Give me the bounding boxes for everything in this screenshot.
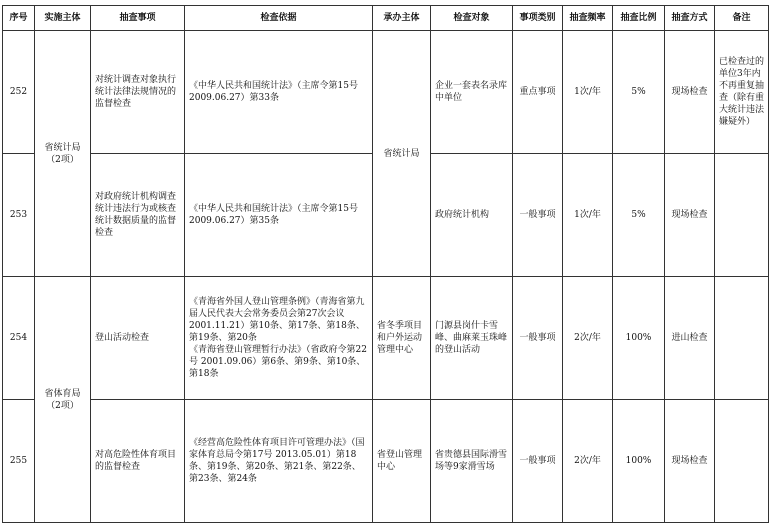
header-remark: 备注 xyxy=(715,6,769,31)
item-cell: 登山活动检查 xyxy=(91,277,185,400)
row-no: 253 xyxy=(3,154,35,277)
header-basis: 检查依据 xyxy=(185,6,373,31)
basis-cell: 《青海省外国人登山管理条例》（青海省第九届人民代表大会常务委员会第27次会议2001.11.21）第10条、第17条、第18条、第19条、第20条 《青海省登山管理暂行办法》（省政府令第22号 2001.09.06）第6条、第9条、第10条、第18条 xyxy=(185,277,373,400)
method-cell: 现场检查 xyxy=(665,154,715,277)
method-cell: 现场检查 xyxy=(665,400,715,523)
remark-cell xyxy=(715,154,769,277)
target-cell: 门源县岗什卡雪峰、曲麻莱玉珠峰的登山活动 xyxy=(431,277,513,400)
category-cell: 一般事项 xyxy=(513,400,563,523)
frequency-cell: 1次/年 xyxy=(563,154,613,277)
undertaker-cell: 省冬季项目和户外运动管理中心 xyxy=(373,277,431,400)
header-method: 抽查方式 xyxy=(665,6,715,31)
table-row xyxy=(3,31,769,154)
target-cell: 企业一套表名录库中单位 xyxy=(431,31,513,154)
target-cell: 省贵德县国际滑雪场等9家滑雪场 xyxy=(431,400,513,523)
item-cell: 对政府统计机构调查统计违法行为或核查统计数据质量的监督检查 xyxy=(91,154,185,277)
table-row xyxy=(3,400,769,523)
target-cell: 政府统计机构 xyxy=(431,154,513,277)
remark-cell xyxy=(715,277,769,400)
header-no: 序号 xyxy=(3,6,35,31)
ratio-cell: 100% xyxy=(613,400,665,523)
category-cell: 重点事项 xyxy=(513,31,563,154)
category-cell: 一般事项 xyxy=(513,277,563,400)
inspection-table xyxy=(2,5,769,523)
frequency-cell: 2次/年 xyxy=(563,277,613,400)
frequency-cell: 2次/年 xyxy=(563,400,613,523)
header-subject: 实施主体 xyxy=(35,6,91,31)
ratio-cell: 5% xyxy=(613,154,665,277)
header-ratio: 抽查比例 xyxy=(613,6,665,31)
item-cell: 对统计调查对象执行统计法律法规情况的监督检查 xyxy=(91,31,185,154)
ratio-cell: 5% xyxy=(613,31,665,154)
frequency-cell: 1次/年 xyxy=(563,31,613,154)
undertaker-cell: 省统计局 xyxy=(373,31,431,277)
header-item: 抽查事项 xyxy=(91,6,185,31)
header-frequency: 抽查频率 xyxy=(563,6,613,31)
row-no: 254 xyxy=(3,277,35,400)
header-target: 检查对象 xyxy=(431,6,513,31)
table-row xyxy=(3,277,769,400)
basis-cell: 《中华人民共和国统计法》（主席令第15号2009.06.27）第33条 xyxy=(185,31,373,154)
basis-cell: 《经营高危险性体育项目许可管理办法》（国家体育总局令第17号 2013.05.01）第18条、第19条、第20条、第21条、第22条、第23条、第24条 xyxy=(185,400,373,523)
undertaker-cell: 省登山管理中心 xyxy=(373,400,431,523)
header-category: 事项类别 xyxy=(513,6,563,31)
category-cell: 一般事项 xyxy=(513,154,563,277)
header-row xyxy=(3,6,769,31)
remark-cell: 已检查过的单位3年内不再重复抽查（除有重大统计违法嫌疑外） xyxy=(715,31,769,154)
subject-cell: 省统计局 （2项） xyxy=(35,31,91,277)
method-cell: 进山检查 xyxy=(665,277,715,400)
row-no: 252 xyxy=(3,31,35,154)
header-undertaker: 承办主体 xyxy=(373,6,431,31)
item-cell: 对高危险性体育项目的监督检查 xyxy=(91,400,185,523)
remark-cell xyxy=(715,400,769,523)
method-cell: 现场检查 xyxy=(665,31,715,154)
row-no: 255 xyxy=(3,400,35,523)
basis-cell: 《中华人民共和国统计法》（主席令第15号2009.06.27）第35条 xyxy=(185,154,373,277)
subject-cell: 省体育局 （2项） xyxy=(35,277,91,523)
ratio-cell: 100% xyxy=(613,277,665,400)
